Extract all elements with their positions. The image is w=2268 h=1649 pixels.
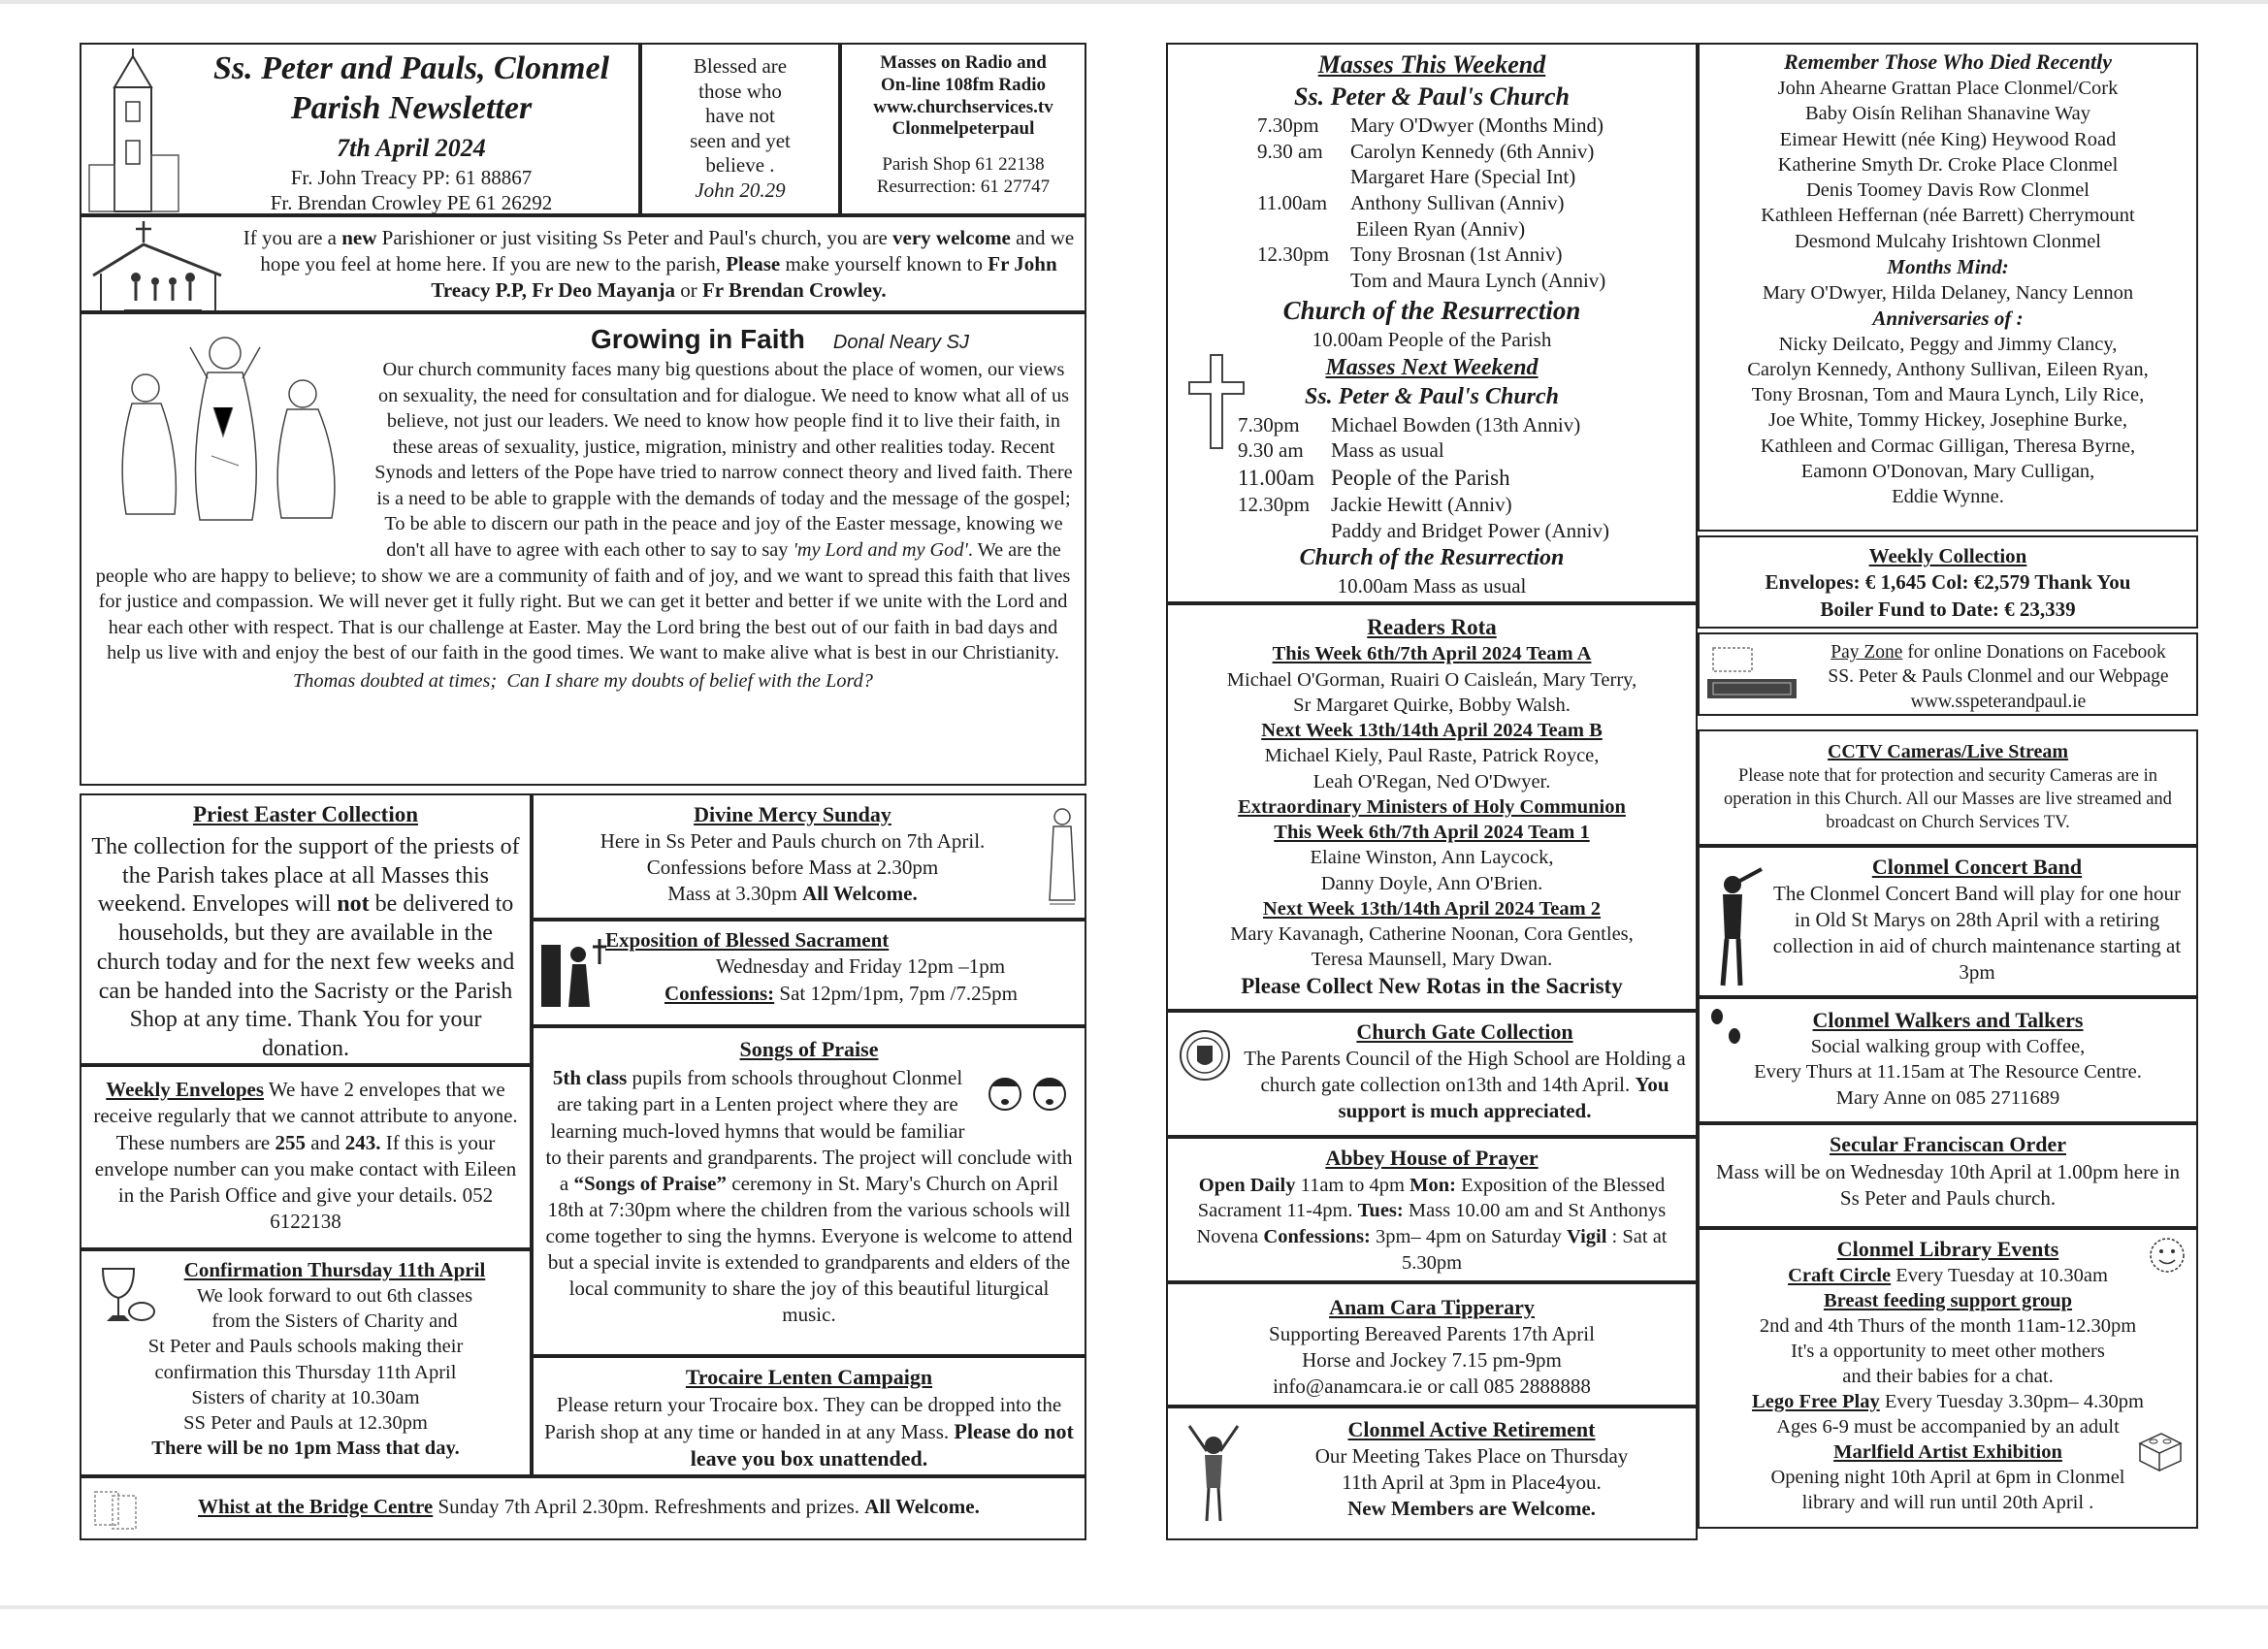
secular-franciscan-box: Secular Franciscan Order Mass will be on Wednesday 10th April at 1.00pm here in Ss Peter and Pauls church. [1698, 1123, 2198, 1228]
weekly-envelopes-box: Weekly Envelopes We have 2 envelopes that we receive regularly that we cannot attribute to anyone. These numbers are 255 and 243. If this is your envelope number can you make contact with Eileen in the Parish Office and give your details. 052 6122138 [80, 1065, 532, 1249]
weekly-collection-box [1698, 535, 2198, 629]
growing-closing: Thomas doubted at times; Can I share my doubts of belief with the Lord? [293, 669, 873, 692]
priest-easter-collection-box: Priest Easter Collection The collection for the support of the priests of the Parish takes place at all Masses this weekend. Envelopes will not be delivered to households, but they are available in the church today and for the next few weeks and can be handed into the Sacristy or the Parish Shop at any time. Thank You for your donation. [80, 793, 532, 1065]
smiley-face-icon [2148, 1236, 2187, 1275]
library-title: Clonmel Library Events [1836, 1237, 2059, 1261]
active-retirement-title: Clonmel Active Retirement [1347, 1417, 1596, 1441]
cross-icon [1187, 353, 1246, 450]
resurrection-phone: Resurrection: 61 27747 [876, 176, 1051, 197]
library-box: Clonmel Library Events Craft Circle Every Tuesday at 10.30am Breast feeding support group 2nd and 4th Thurs of the month 11am-12.30pm It's a opportunity to meet other mothers and their babies for a chat. Lego Free Play Every Tuesday 3.30pm– 4.30pm Ages 6-9 must be accompanied by an adult Marlfield Artist Exhibition Opening night 10th April at 6pm in Clonmel library and will run until 20th April . [1698, 1228, 2198, 1529]
church-tower-icon [85, 48, 182, 213]
payzone-logo-icon [1705, 644, 1798, 706]
divine-mercy-title: Divine Mercy Sunday [694, 802, 891, 826]
payzone-title: Pay Zone [1831, 642, 1903, 663]
exposition-box: Exposition of Blessed Sacrament Wednesday and Friday 12pm –1pm Confessions: Sat 12pm/1pm, 7pm /7.25pm [532, 920, 1086, 1026]
priest-contact-2: Fr. Brendan Crowley PE 61 26292 [270, 190, 553, 214]
parish-shop-phone: Parish Shop 61 22138 [882, 154, 1045, 176]
lego-brick-icon [2136, 1424, 2185, 1472]
boiler-fund: Boiler Fund to Date: € 23,339 [1820, 597, 2076, 621]
remember-box: Remember Those Who Died Recently John Ahearne Grattan Place Clonmel/Cork Baby Oisín Relihan Shanavine Way Eimear Hewitt (née King) Heywood Road Katherine Smyth Dr. Croke Place Clonmel Denis Toomey Davis Row Clonmel Kathleen Heffernan (née Barrett) Cherrymount Desmond Mulcahy Irishtown Clonmel Months Mind: Mary O'Dwyer, Hilda Delaney, Nancy Lennon Anniversaries of : Nicky Deilcato, Peggy and Jimmy Clancy, Carolyn Kennedy, Anthony Sullivan, Eileen Ryan, Tony Brosnan, Tom and Maura Lynch, Lily Rice, Joe White, Tommy Hickey, Josephine Burke, Kathleen and Cormac Gilligan, Theresa Byrne, Eamonn O'Donovan, Mary Culligan, Eddie Wynne. [1698, 43, 2198, 532]
parish-website: www.sspeterandpaul.ie [1910, 691, 2087, 712]
readers-rota-title: Readers Rota [1367, 615, 1497, 639]
abbey-house-box: Abbey House of Prayer Open Daily 11am to 4pm Mon: Exposition of the Blessed Sacrament 11-4pm. Tues: Mass 10.00 am and St Anthonys Novena Confessions: 3pm– 4pm on Saturday Vigil : Sat at 5.30pm [1166, 1137, 1698, 1282]
anam-cara-box: Anam Cara Tipperary Supporting Bereaved Parents 17th April Horse and Jockey 7.15 pm-9pm info@anamcara.ie or call 085 2888888 [1166, 1282, 1698, 1406]
newsletter-title: Parish Newsletter [290, 89, 533, 126]
cctv-title: CCTV Cameras/Live Stream [1827, 741, 2069, 762]
weekly-collection-title: Weekly Collection [1868, 544, 2027, 567]
masses-church-4: Church of the Resurrection [1299, 545, 1565, 571]
kneeling-prayer-icon [539, 935, 607, 1013]
secular-franciscan-title: Secular Franciscan Order [1830, 1132, 2066, 1156]
masses-weekend-title: Masses This Weekend [1317, 50, 1546, 79]
songs-of-praise-box: Songs of Praise 5th class pupils from schools throughout Clonmel are taking part in a Lenten project where they are learning much-loved hymns that would be familiar to their parents and grandparents. The project will conclude with a “Songs of Praise” ceremony in St. Mary's Church on April 18th at 7:30pm where the children from the various schools will come together to sing the hymns. Everyone is welcome to attend but a special invite is extended to grandparents and elders of the local community to share the joy of this beautiful liturgical music. [532, 1026, 1086, 1356]
readers-rota-box: Readers Rota This Week 6th/7th April 2024 Team A Michael O'Gorman, Ruairi O Caisleán, Mary Terry, Sr Margaret Quirke, Bobby Walsh. Next Week 13th/14th April 2024 Team B Michael Kiely, Paul Raste, Patrick Royce, Leah O'Regan, Ned O'Dwyer. Extraordinary Ministers of Holy Communion This Week 6th/7th April 2024 Team 1 Elaine Winston, Ann Laycock, Danny Doyle, Ann O'Brien. Next Week 13th/14th April 2024 Team 2 Mary Kavanagh, Catherine Noonan, Cora Gentles, Teresa Maunsell, Mary Dwan. Please Collect New Rotas in the Sacristy [1166, 603, 1698, 1011]
masses-church-2: Church of the Resurrection [1282, 295, 1581, 325]
church-gate-box: Church Gate Collection The Parents Council of the High School are Holding a church gate collection on13th and 14th April. You support is much appreciated. [1166, 1011, 1698, 1137]
divine-mercy-image-icon [1046, 803, 1079, 910]
school-crest-icon [1178, 1028, 1232, 1083]
priest-easter-title: Priest Easter Collection [192, 802, 419, 826]
newsletter-date: 7th April 2024 [337, 134, 486, 162]
exercising-person-icon [1182, 1420, 1246, 1527]
radio-contact-box: Masses on Radio and On-line 108fm Radio www.churchservices.tv Clonmelpeterpaul Parish Shop 61 22138 Resurrection: 61 27747 [840, 43, 1086, 215]
growing-in-faith-box: Growing in Faith Donal Neary SJ Our church community faces many big questions about the place of women, our views on sexuality, the need for consultation and for dialogue. We need to know what all of us believe, not just our leaders. We need to know how people find it to live their faith, in these areas of sexuality, justice, migration, ministry and other realities today. Recent Synods and letters of the Pope have tried to narrow connect theory and lived faith. There is a need to be able to grapple with the demands of today and the message of the gospel; To be able to discern our path in the peace and joy of the Easter message, knowing we don't all have to agree with each other to say to say 'my Lord and my God'. We are the people who are happy to believe; to show we are a community of faith and of joy, and we want to spread this faith that lives for justice and compassion. We will never get it fully right. But we can get it better and better if we unite with the Lord and hear each other with respect. That is our challenge at Easter. May the Lord bring the best out of our faith in bad days and help us live with and enjoy the best of our faith in the good times. We want to make alive what is best in our Christianity. Thomas doubted at times; Can I share my doubts of belief with the Lord? [80, 312, 1086, 786]
concert-band-title: Clonmel Concert Band [1871, 855, 2083, 879]
masses-next-list: 7.30pm Michael Bowden (13th Anniv) 9.30 am Mass as usual 11.00am People of the Parish 12.30pm Jackie Hewitt (Anniv) Paddy and Bridget Power (Anniv) [1238, 412, 1609, 542]
anniversaries-title: Anniversaries of : [1872, 306, 2024, 330]
chalice-icon [89, 1261, 157, 1329]
cctv-box: CCTV Cameras/Live Stream Please note that for protection and security Cameras are in operation in this Church. All our Masses are live streamed and broadcast on Church Services TV. [1698, 729, 2198, 846]
growing-title: Growing in Faith [591, 324, 805, 354]
months-mind-title: Months Mind: [1887, 254, 2009, 278]
footprints-icon [1707, 1007, 1746, 1050]
walkers-box: Clonmel Walkers and Talkers Social walking group with Coffee, Every Thurs at 11.15am at The Resource Centre. Mary Anne on 085 2711689 [1698, 997, 2198, 1123]
priest-contact-1: Fr. John Treacy PP: 61 88867 [290, 165, 533, 189]
masses-church-1: Ss. Peter & Paul's Church [1294, 82, 1570, 112]
active-retirement-box: Clonmel Active Retirement Our Meeting Takes Place on Thursday 11th April at 3pm in Place4you. New Members are Welcome. [1166, 1406, 1698, 1540]
remember-title: Remember Those Who Died Recently [1783, 49, 2113, 74]
masses-church-3: Ss. Peter & Paul's Church [1304, 384, 1560, 410]
confirmation-title: Confirmation Thursday 11th April [183, 1258, 486, 1281]
parish-title: Ss. Peter and Pauls, Clonmel [212, 50, 610, 86]
masses-box: Masses This Weekend Ss. Peter & Paul's Church 7.30pm Mary O'Dwyer (Months Mind) 9.30 am Carolyn Kennedy (6th Anniv) Margaret Hare (Special Int) 11.00am Anthony Sullivan (Anniv) Eileen Ryan (Anniv) 12.30pm Tony Brosnan (1st Anniv) Tom and Maura Lynch (Anniv) Church of the Resurrection 10.00am People of the Parish Masses Next Weekend Ss. Peter & Paul's Church 7.30pm Michael Bowden (13th Anniv) 9.30 am Mass as usual 11.00am People of the Parish 12.30pm Jackie Hewitt (Anniv) Paddy and Bridget Power (Anniv) Church of the Resurrection 10.00am Mass as usual [1166, 43, 1698, 603]
church-gate-title: Church Gate Collection [1356, 1019, 1573, 1044]
cards-icon [91, 1486, 149, 1535]
whist-box: Whist at the Bridge Centre Sunday 7th April 2.30pm. Refreshments and prizes. All Welcome. [80, 1476, 1086, 1540]
whist-title: Whist at the Bridge Centre [198, 1495, 434, 1518]
readers-rota-footer: Please Collect New Rotas in the Sacristy [1241, 974, 1623, 999]
abbey-title: Abbey House of Prayer [1325, 1146, 1539, 1170]
trocaire-title: Trocaire Lenten Campaign [685, 1365, 933, 1389]
growing-body: Our church community faces many big questions about the place of women, our views on sexuality, the need for consultation and for dialogue. We need to know what all of us believe, not just our leaders. We need to know how people find it to live their faith, in these areas of sexuality, justice, migration, ministry and other realities today. Recent Synods and letters of the Pope have tried to narrow connect theory and lived faith. There is a need to be able to grapple with the demands of today and the message of the gospel; To be able to discern our path in the peace and joy of the Easter message, knowing we don't all have to agree with each other to say to say [374, 359, 1073, 562]
header-box [80, 43, 640, 215]
scripture-reference: John 20.29 [695, 178, 786, 203]
welcome-box: If you are a new Parishioner or just visiting Ss Peter and Paul's church, you are very welcome and we hope you feel at home here. If you are new to the parish, Please make yourself known to Fr John Treacy P.P, Fr Deo Mayanja or Fr Brendan Crowley. [80, 215, 1086, 312]
masses-next-title: Masses Next Weekend [1325, 354, 1539, 380]
songs-of-praise-title: Songs of Praise [739, 1037, 879, 1061]
divine-mercy-box: Divine Mercy Sunday Here in Ss Peter and Pauls church on 7th April. Confessions before Mass at 2.30pm Mass at 3.30pm All Welcome. [532, 793, 1086, 920]
growing-author: Donal Neary SJ [832, 332, 969, 353]
trumpet-player-icon [1707, 863, 1764, 989]
weekly-envelopes-title: Weekly Envelopes [106, 1078, 265, 1101]
payzone-box: Pay Zone for online Donations on Facebook SS. Peter & Pauls Clonmel and our Webpage www.sspeterandpaul.ie [1698, 632, 2198, 716]
children-singing-icon [980, 1065, 1077, 1119]
exposition-title: Exposition of Blessed Sacrament [605, 928, 890, 952]
trocaire-box: Trocaire Lenten Campaign Please return your Trocaire box. They can be dropped into the Parish shop at any time or handed in at any Mass. Please do not leave you box unattended. [532, 1356, 1086, 1476]
concert-band-box: Clonmel Concert Band The Clonmel Concert Band will play for one hour in Old St Marys on 28th April with a retiring collection in aid of church maintenance starting at 3pm [1698, 846, 2198, 997]
scripture-quote-box: Blessed are those who have not seen and yet believe . John 20.29 [640, 43, 840, 215]
walkers-title: Clonmel Walkers and Talkers [1812, 1008, 2084, 1032]
collection-totals: Envelopes: € 1,645 Col: €2,579 Thank You [1765, 570, 2131, 595]
anam-cara-title: Anam Cara Tipperary [1329, 1295, 1535, 1319]
confirmation-box: Confirmation Thursday 11th April We look forward to out 6th classes from the Sisters of Charity and St Peter and Pauls schools making their confirmation this Thursday 11th April Sisters of charity at 10.30am SS Peter and Pauls at 12.30pm There will be no 1pm Mass that day. [80, 1249, 532, 1476]
masses-weekend-list: 7.30pm Mary O'Dwyer (Months Mind) 9.30 am Carolyn Kennedy (6th Anniv) Margaret Hare (Special Int) 11.00am Anthony Sullivan (Anniv) Eileen Ryan (Anniv) 12.30pm Tony Brosnan (1st Anniv) Tom and Maura Lynch (Anniv) [1257, 113, 1606, 292]
church-family-icon [85, 219, 231, 312]
